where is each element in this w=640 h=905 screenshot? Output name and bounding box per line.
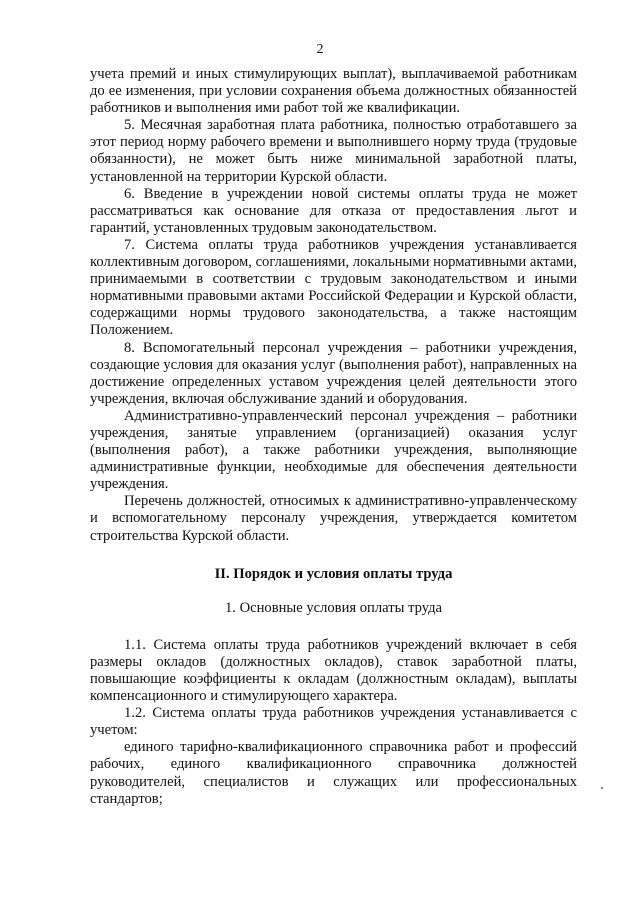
document-body — [90, 66, 577, 808]
subsection-title: 1. Основные условия оплаты труда — [224, 599, 443, 616]
page-number: 2 — [316, 42, 324, 57]
paragraph-continuation: учета премий и иных стимулирующих выплат), выплачиваемой работникам до ее изменения, при условии сохранения объема должностных обязанностей работников и выполнения ими работ той же квалификации. — [90, 66, 577, 117]
paragraph-5: 5. Месячная заработная плата работника, полностью отработавшего за этот период норму рабочего времени и выполнившего норму труда (трудовые обязанности), не может быть ниже минимальной заработной платы, установленной на территории Курской области. — [90, 117, 577, 185]
paragraph-1-2: 1.2. Система оплаты труда работников учреждения устанавливается с учетом: — [90, 705, 577, 739]
paragraph-6: 6. Введение в учреждении новой системы оплаты труда не может рассматриваться как основание для отказа от предоставления льгот и гарантий, установленных трудовым законодательством. — [90, 185, 577, 236]
paragraph-admin-staff: Административно-управленческий персонал учреждения – работники учреждения, занятые управлением (организацией) оказания услуг (выполнения работ), а также работники учреждения, выполняющие административные функции, необходимые для обеспечения деятельности учреждения. — [90, 407, 577, 493]
paragraph-1-1: 1.1. Система оплаты труда работников учреждений включает в себя размеры окладов (должностных окладов), ставок заработной платы, повышающие коэффициенты к окладам (должностным окладам), выплаты компенсационного и стимулирующего характера. — [90, 636, 577, 705]
paragraph-etks: единого тарифно-квалификационного справочника работ и профессий рабочих, единого квалификационного справочника должностей руководителей, специалистов и служащих или профессиональных стандартов; — [90, 739, 577, 807]
paragraph-7: 7. Система оплаты труда работников учреждения устанавливается коллективным договором, соглашениями, локальными нормативными актами, принимаемыми в соответствии с трудовым законодательством и иными нормативными правовыми актами Российской Федерации и Курской области, содержащими нормы трудового законодательства, а также настоящим Положением. — [90, 236, 577, 339]
paragraph-staff-list: Перечень должностей, относимых к административно-управленческому и вспомогательному персоналу учреждения, утверждается комитетом строительства Курской области. — [90, 493, 577, 544]
scan-speck — [601, 787, 603, 789]
paragraph-8: 8. Вспомогательный персонал учреждения – работники учреждения, создающие условия для оказания услуг (выполнения работ), направленных на достижение определенных уставом учреждения целей деятельности этого учреждения, включая обслуживание зданий и оборудования. — [90, 339, 577, 407]
section-title: II. Порядок и условия оплаты труда — [214, 565, 453, 582]
